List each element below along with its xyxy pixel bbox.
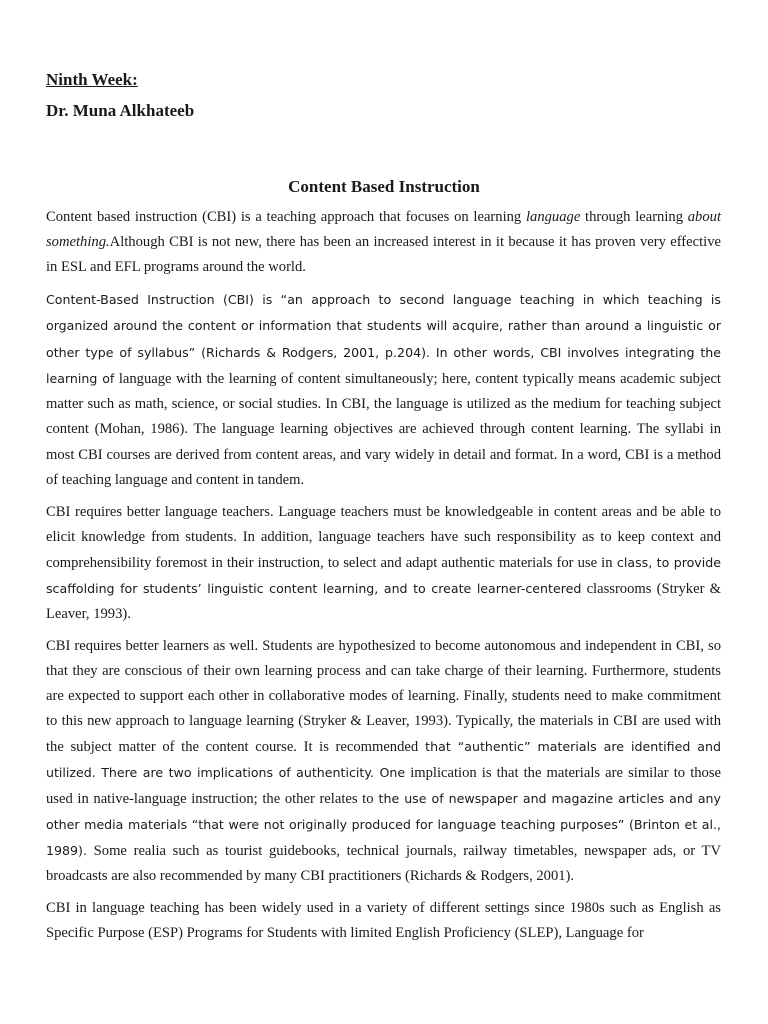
text-run: Although CBI is not new, there has been an increased interest in it because it has proven very effective in ESL and EFL programs around the world.: [46, 234, 721, 275]
text-run: language with the learning of content simultaneously; here, content typically means academic subject matter such as math, science, or social studies. In CBI, the language is utilized as the medium for teaching subject content (Mohan, 1986). The language learning objectives are achieved through content learning. The syllabi in most CBI courses are derived from content areas, and vary widely in detail and format. In a word, CBI is a method of teaching language and content in tandem.: [46, 370, 721, 489]
text-run: Some realia such as tourist guidebooks, technical journals, railway timetables, newspaper ads, or TV broadcasts are also recommended by many CBI practitioners (Richards & Rodgers, 2001).: [46, 843, 721, 885]
author-name: Dr. Muna Alkhateeb: [46, 101, 195, 120]
document-body: [46, 205, 721, 953]
text-run-italic: language: [525, 209, 581, 225]
text-run: CBI requires better learners as well. Students are hypothesized to become autonomous and independent in CBI, so that they are conscious of their own learning process and can take charge of their learning. Furthermore, students are expected to support each other in collaborative modes of learning. Finally, students need to make commitment to this new approach to language learning (Stryker & Leaver, 1993). Typically, the materials in CBI are used with the subject matter of the content course. It is recommended: [46, 638, 721, 756]
text-run: implication is that the materials are similar to those used in native-language instruction; the other relates to: [46, 765, 721, 808]
text-run-sans: the use of newspaper and magazine articles and any other media materials “that were not originally produced for language teaching purposes” (Brinton et al., 1989).: [46, 791, 721, 859]
text-run: Content based instruction (CBI) is a teaching approach that focuses on learning: [46, 209, 526, 225]
paragraph-learners: [46, 634, 721, 889]
text-run-sans: Content-Based Instruction (CBI) is “an approach to second language teaching in which teaching is organized around the content or information that students will acquire, rather than around a linguistic or other type of syllabus” (Richards & Rodgers, 2001, p.204). In other words, CBI involves integrating the learning of: [46, 292, 721, 386]
text-run: CBI requires better language teachers. Language teachers must be knowledgeable in content areas and be able to elicit knowledge from students. In addition, language teachers have such responsibility as to keep context and comprehensibility foremost in their instruction, to select and adapt authentic materials for use in: [46, 504, 721, 572]
paragraph-settings: CBI in language teaching has been widely used in a variety of different settings since 1980s such as English as Specific Purpose (ESP) Programs for Students with limited English Proficiency (SLEP), Language for: [46, 900, 721, 942]
paragraph-teachers: [46, 500, 721, 627]
document-title: Content Based Instruction: [288, 177, 480, 196]
paragraph-definition: [46, 287, 721, 493]
paragraph-intro: [46, 205, 721, 280]
week-heading: Ninth Week:: [46, 70, 138, 89]
text-run-sans: class, to provide scaffolding for students’ linguistic content learning, and to create learner-centered: [46, 555, 722, 597]
text-run-sans: that “authentic” materials are identified and utilized. There are two implications of authenticity. One: [46, 739, 722, 781]
text-run-italic: about something.: [46, 209, 721, 250]
text-run: through learning: [580, 209, 688, 225]
text-run: classrooms (Stryker & Leaver, 1993).: [46, 581, 721, 623]
